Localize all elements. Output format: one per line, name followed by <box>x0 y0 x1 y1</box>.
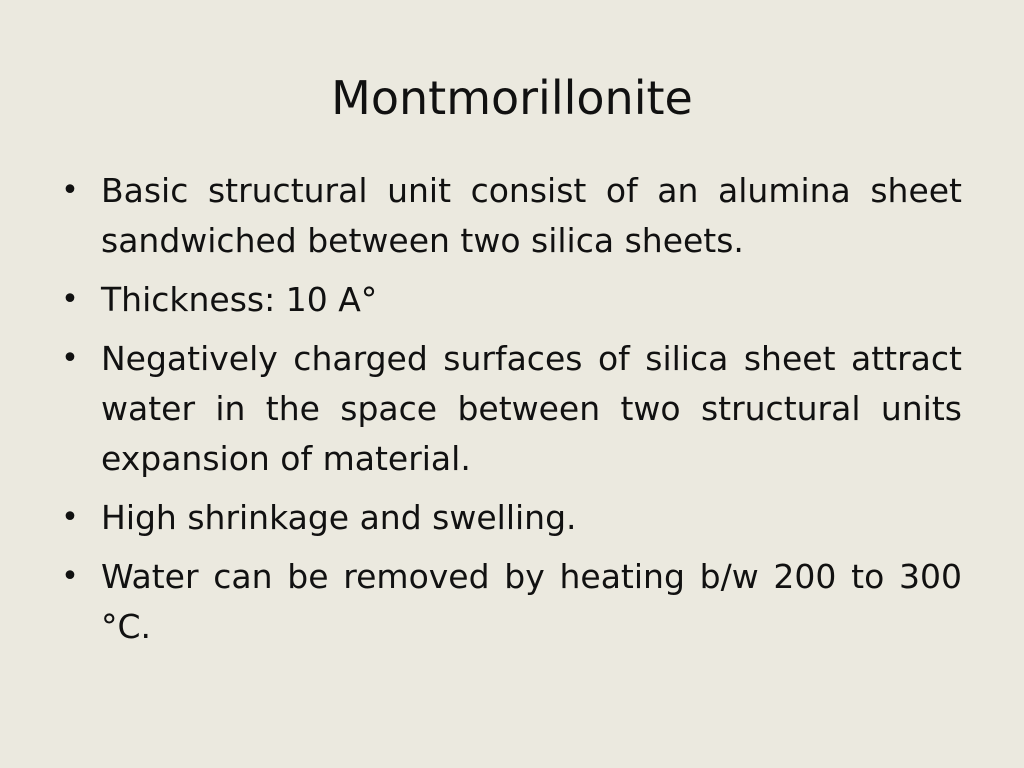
bullet-item <box>60 493 962 543</box>
slide-title: Montmorillonite <box>331 71 693 125</box>
bullet-text: Water can be removed by heating b/w 200 to 300 °C. <box>101 557 962 646</box>
bullet-text: Negatively charged surfaces of silica sheet attract water in the space between two structural units expansion of material. <box>101 339 962 478</box>
bullet-item <box>60 334 962 484</box>
bullet-list <box>60 166 962 661</box>
bullet-text: High shrinkage and swelling. <box>101 498 577 537</box>
bullet-dot-icon: • <box>61 500 79 535</box>
bullet-dot-icon: • <box>61 173 79 208</box>
bullet-dot-icon: • <box>61 559 79 594</box>
bullet-item <box>60 552 962 652</box>
bullet-text: Basic structural unit consist of an alumina sheet sandwiched between two silica sheets. <box>101 171 962 260</box>
bullet-dot-icon: • <box>61 282 79 317</box>
bullet-item <box>60 275 962 325</box>
bullet-text: Thickness: 10 A° <box>101 280 378 319</box>
bullet-dot-icon: • <box>61 341 79 376</box>
bullet-item <box>60 166 962 266</box>
